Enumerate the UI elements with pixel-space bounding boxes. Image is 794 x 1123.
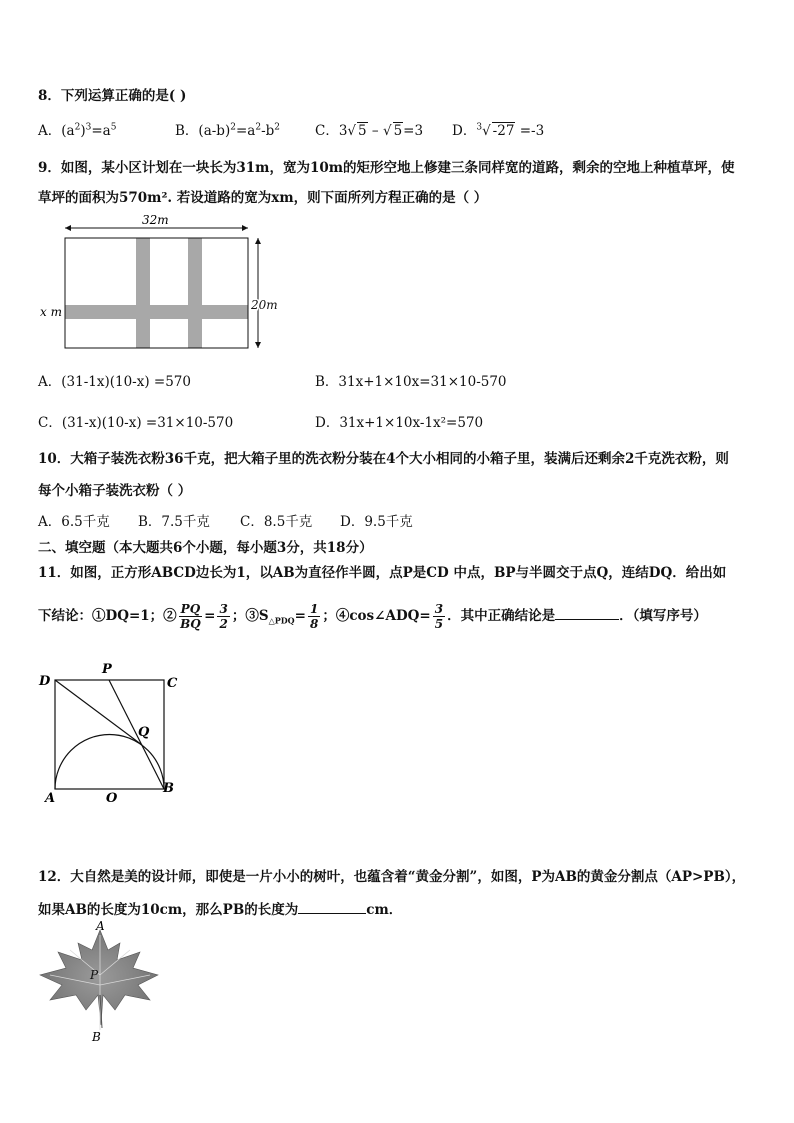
q9-stem-line1: 9．如图，某小区计划在一块长为31m，宽为10m的矩形空地上修建三条同样宽的道路，剩余的空地上种植草坪，使 — [38, 160, 735, 176]
q12-label-a: A — [96, 919, 105, 933]
q10-option-d[interactable]: D．9.5千克 — [340, 514, 413, 530]
q11-label-b: B — [163, 781, 174, 796]
q10-stem-line2: 每个小箱子装洗衣粉（ ） — [38, 483, 192, 499]
q10-option-a[interactable]: A．6.5千克 — [38, 514, 110, 530]
q11-stem-line1: 11．如图，正方形ABCD边长为1，以AB为直径作半圆，点P是CD 中点，BP与半圆交于点Q，连结DQ．给出如 — [38, 565, 727, 581]
q11-label-c: C — [167, 676, 178, 691]
maple-leaf-shape — [40, 930, 158, 1025]
q11-fraction-pq-bq: $\frac{PQ}{BQ}$ — [180, 602, 201, 631]
q9-option-a[interactable]: A．(31-1x)(10-x) =570 — [38, 374, 191, 390]
q11-label-o: O — [106, 791, 118, 806]
q11-label-d: D — [39, 674, 51, 689]
q9-left-label: x m — [40, 305, 62, 319]
q11-label-q: Q — [138, 725, 150, 740]
q9-top-label: 32m — [142, 213, 169, 227]
q9-right-label: 20m — [251, 298, 278, 312]
q8-option-a[interactable]: A．$(a^2)^3=a^5$ — [38, 122, 117, 139]
section-fill-in-title: 二、填空题（本大题共6个小题，每小题3分，共18分） — [38, 540, 373, 556]
q9-option-b[interactable]: B．31x+1×10x=31×10-570 — [315, 374, 507, 390]
q12-stem-line2: 如果AB的长度为10cm，那么PB的长度为 cm． — [38, 902, 403, 918]
q11-conclusions: 下结论：①DQ=1；② $\frac{PQ}{BQ}$ = $\frac{3}{2}$ ；$③S_{\triangle PDQ}=$ $\frac{1}{8}$ ；④cos∠ADQ= $\frac{3}{5}$ ．其中正确结论是 ．（填写序号） — [38, 602, 707, 631]
q11-label-a: A — [45, 791, 56, 806]
q8-stem: 8．下列运算正确的是( ) — [38, 88, 187, 104]
q10-stem-line1: 10．大箱子装洗衣粉36千克，把大箱子里的洗衣粉分装在4个大小相同的小箱子里，装满后还剩余2千克洗衣粉，则 — [38, 451, 729, 467]
q12-stem-line1: 12．大自然是美的设计师，即使是一片小小的树叶，也蕴含着“黄金分割”，如图，P为AB的黄金分割点（AP>PB）， — [38, 869, 746, 885]
q11-label-p: P — [102, 662, 112, 677]
q10-option-b[interactable]: B．7.5千克 — [138, 514, 210, 530]
q12-label-p: P — [90, 968, 99, 982]
q9-option-d[interactable]: D．31x+1×10x-1x²=570 — [315, 415, 484, 431]
q10-option-c[interactable]: C．8.5千克 — [240, 514, 313, 530]
q8-option-d[interactable]: D．$^3$√ -27 =-3 — [452, 122, 545, 139]
q9-option-c[interactable]: C．(31-x)(10-x) =31×10-570 — [38, 415, 234, 431]
q8-option-b[interactable]: B．$(a-b)^2=a^2-b^2$ — [175, 122, 281, 139]
q12-label-b: B — [92, 1030, 101, 1044]
q9-stem-line2: 草坪的面积为570m². 若设道路的宽为xm，则下面所列方程正确的是（ ） — [38, 190, 488, 206]
q8-option-c[interactable]: C．3√ 5 – √ 5=3 — [315, 123, 424, 139]
